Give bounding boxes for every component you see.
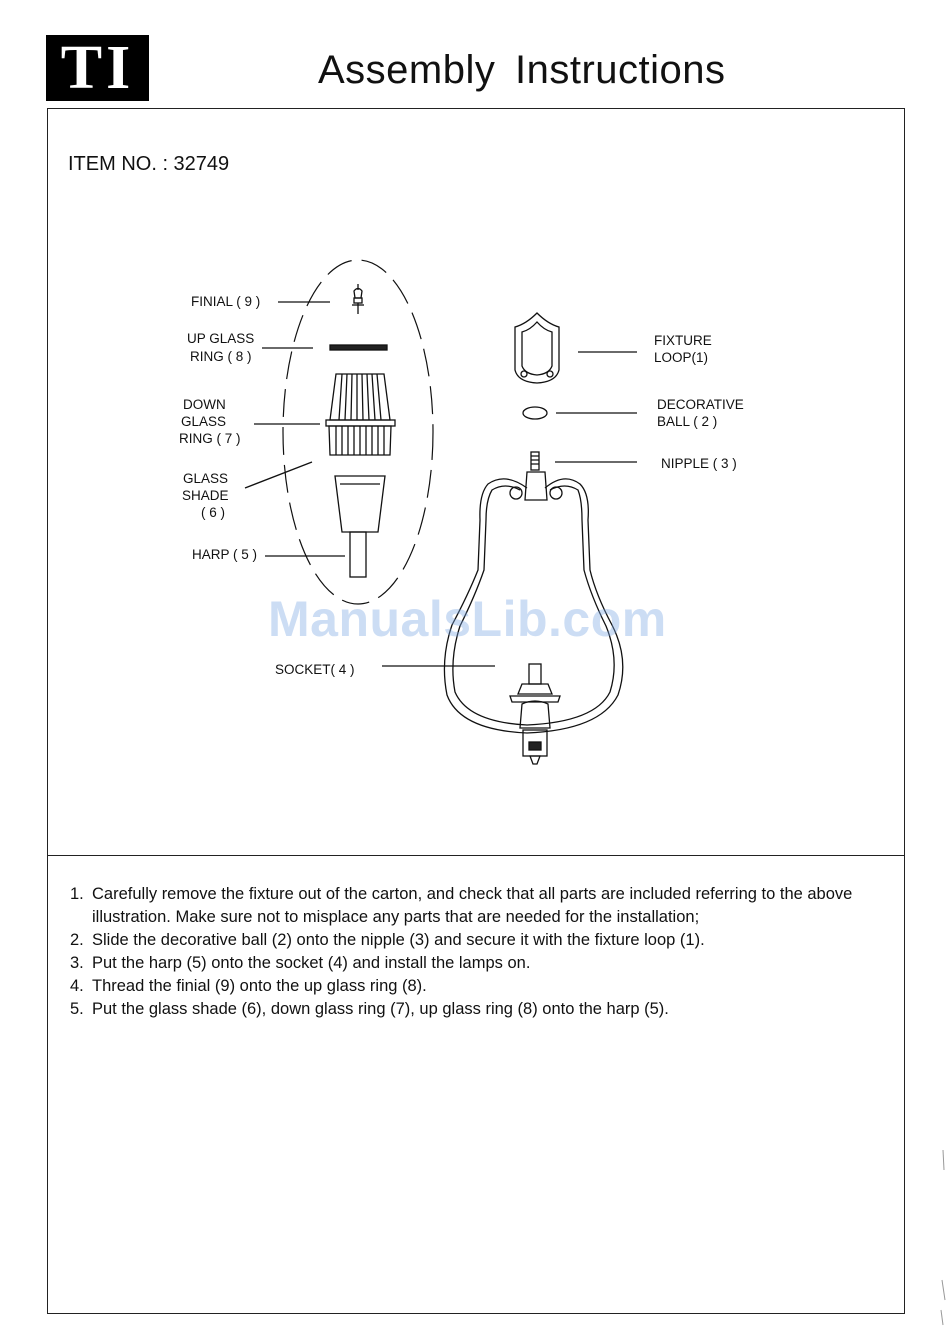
label-down-glass-ring-line1: DOWN (183, 397, 226, 412)
glass-shade-part (335, 476, 385, 532)
section-divider (47, 855, 905, 856)
label-harp: HARP ( 5 ) (192, 547, 258, 562)
step-number: 1. (70, 885, 84, 903)
label-up-glass-ring-line1: UP GLASS (187, 331, 255, 346)
label-nipple: NIPPLE ( 3 ) (661, 456, 737, 471)
down-glass-ring-part (326, 374, 395, 455)
label-fixture-loop-line1: FIXTURE (654, 333, 712, 348)
label-glass-shade-line3: ( 6 ) (201, 505, 226, 520)
label-finial: FINIAL ( 9 ) (191, 294, 261, 309)
label-down-glass-ring-line2: GLASS (181, 414, 227, 429)
label-down-glass-ring-line3: RING ( 7 ) (179, 431, 241, 446)
step-text: Carefully remove the fixture out of the carton, and check that all parts are included referring to the above illustration. Make sure not to misplace any parts that are needed for the installation; (92, 885, 853, 926)
instruction-step (70, 883, 890, 929)
harp-part (350, 532, 366, 577)
step-text: Slide the decorative ball (2) onto the nipple (3) and secure it with the fixture loop (1). (92, 931, 705, 949)
watermark-text: ManualsLib.com (268, 591, 667, 647)
finial-part (352, 284, 364, 314)
label-glass-shade-line2: SHADE (182, 488, 229, 503)
instruction-step (70, 975, 890, 998)
instruction-list (70, 883, 890, 1021)
page-title: Assembly Instructions (318, 48, 726, 92)
label-decorative-ball-line1: DECORATIVE (657, 397, 744, 412)
step-number: 5. (70, 1000, 84, 1018)
step-text: Thread the finial (9) onto the up glass ring (8). (92, 977, 427, 995)
item-number: ITEM NO. : 32749 (68, 153, 230, 175)
step-number: 2. (70, 931, 84, 949)
instruction-step (70, 998, 890, 1021)
step-number: 3. (70, 954, 84, 972)
label-fixture-loop-line2: LOOP(1) (654, 350, 709, 365)
instruction-step (70, 952, 890, 975)
up-glass-ring-part (330, 345, 387, 350)
socket-part (510, 664, 560, 764)
fixture-loop-part (515, 313, 559, 383)
nipple-part (531, 452, 539, 470)
scan-edge-marks (938, 1130, 948, 1330)
step-text: Put the glass shade (6), down glass ring (7), up glass ring (8) onto the harp (5). (92, 1000, 669, 1018)
label-socket: SOCKET( 4 ) (275, 662, 355, 677)
label-up-glass-ring-line2: RING ( 8 ) (190, 349, 252, 364)
step-text: Put the harp (5) onto the socket (4) and install the lamps on. (92, 954, 531, 972)
label-decorative-ball-line2: BALL ( 2 ) (657, 414, 718, 429)
brand-logo: TI (46, 35, 149, 101)
decorative-ball-part (523, 407, 547, 419)
instruction-step (70, 929, 890, 952)
label-glass-shade-line1: GLASS (183, 471, 229, 486)
step-number: 4. (70, 977, 84, 995)
